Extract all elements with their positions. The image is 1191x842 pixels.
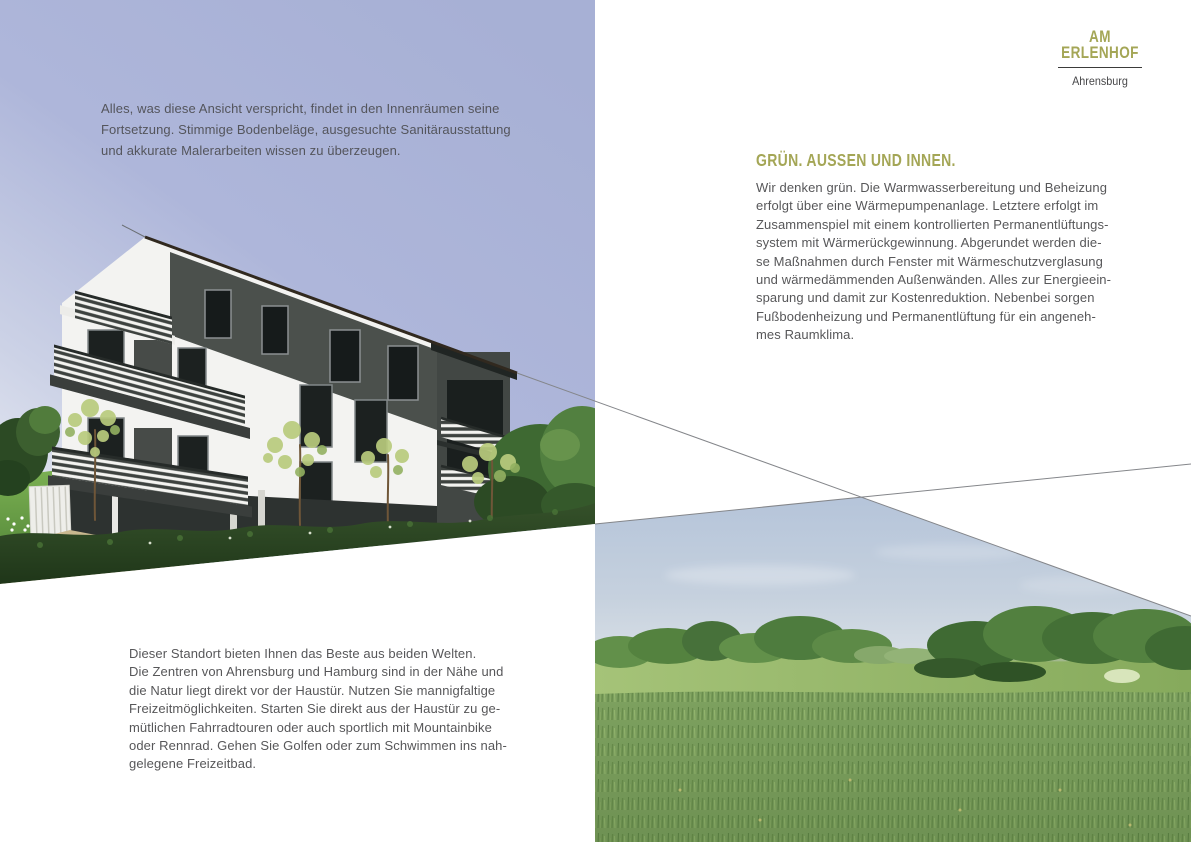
logo-name-line1: AM [1089, 28, 1111, 46]
text-line: Wir denken grün. Die Warmwasserbereitung und Beheizung [756, 180, 1108, 195]
text-line: gelegene Freizeitbad. [129, 756, 257, 772]
text-line: se Maßnahmen durch Fenster mit Wärmeschutzverglasung [756, 253, 1103, 269]
text-line: system mit Wärmerückgewinnung. Abgerundet werden die- [756, 235, 1102, 251]
text-line: Freizeitmöglichkeiten. Starten Sie direkt aus der Haustür zu ge- [129, 701, 501, 717]
text-line: Die Zentren von Ahrensburg und Hamburg sind in der Nähe und [129, 664, 504, 680]
logo-city: Ahrensburg [1072, 74, 1128, 88]
intro-text [101, 98, 511, 161]
text-line: Fußbodenheizung und Permanentlüftung für ein angeneh- [756, 308, 1096, 324]
text-line: und akkurate Malerarbeiten wissen zu überzeugen. [101, 143, 401, 158]
energy-section-text [756, 179, 1111, 345]
text-line: und wärmedämmenden Außenwänden. Alles zur Energieein- [756, 272, 1112, 288]
text-line: Fortsetzung. Stimmige Bodenbeläge, ausgesuchte Sanitärausstattung [101, 122, 511, 137]
text-line: sparung und damit zur Kostenreduktion. Nebenbei sorgen [756, 290, 1095, 306]
energy-section-heading: GRÜN. AUSSEN UND INNEN. [756, 150, 956, 170]
project-logo [1050, 29, 1150, 88]
text-line: die Natur liegt direkt vor der Haustür. Nutzen Sie mannigfaltige [129, 682, 496, 698]
text-line: mes Raumklima. [756, 327, 855, 343]
logo-name-line2: ERLENHOF [1061, 44, 1139, 62]
location-text [129, 645, 507, 774]
text-line: mütlichen Fahrradtouren oder auch sportlich mit Mountainbike [129, 719, 492, 735]
text-line: Zusammenspiel mit einem kontrollierten Permanentlüftungs- [756, 216, 1109, 232]
text-line: oder Rennrad. Gehen Sie Golfen oder zum Schwimmen ins nah- [129, 738, 507, 754]
text-line: Alles, was diese Ansicht verspricht, findet in den Innenräumen seine [101, 101, 500, 116]
logo-divider [1058, 67, 1142, 68]
text-line: Dieser Standort bieten Ihnen das Beste aus beiden Welten. [129, 646, 477, 661]
text-line: erfolgt über eine Wärmepumpenanlage. Letztere erfolgt im [756, 198, 1099, 214]
